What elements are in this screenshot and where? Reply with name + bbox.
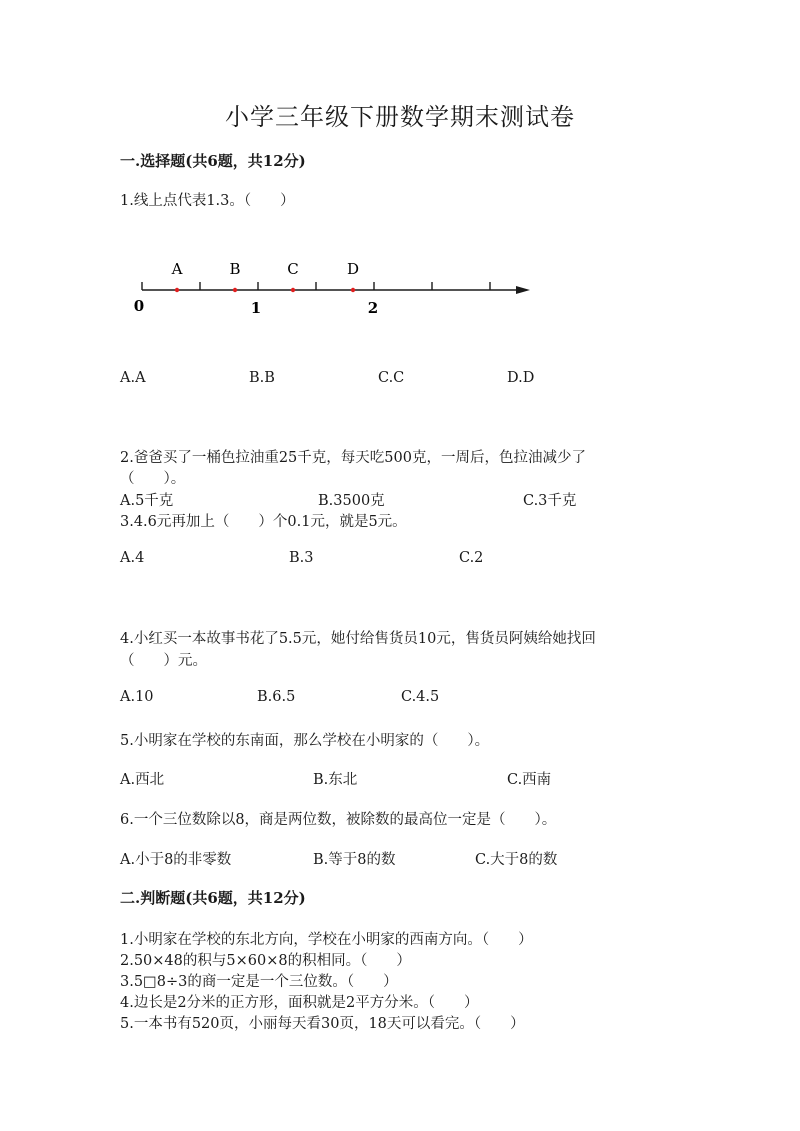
q4-option-c: C.4.5 bbox=[401, 689, 440, 705]
number-line-figure bbox=[130, 255, 540, 325]
q5-option-b: B.东北 bbox=[313, 772, 358, 788]
point-d-dot bbox=[351, 288, 355, 292]
q6-option-c: C.大于8的数 bbox=[475, 852, 558, 868]
q3-option-c: C.2 bbox=[459, 550, 484, 566]
point-b-dot bbox=[233, 288, 237, 292]
point-label-b: B bbox=[229, 260, 241, 278]
judge-item-4: 4.边长是2分米的正方形，面积就是2平方分米。（ ） bbox=[120, 995, 479, 1011]
question-6: 6.一个三位数除以8，商是两位数，被除数的最高位一定是（ ）。 bbox=[120, 812, 557, 828]
q1-option-c: C.C bbox=[378, 370, 405, 386]
q4-option-a: A.10 bbox=[120, 689, 154, 705]
judge-item-2: 2.50×48的积与5×60×8的积相同。（ ） bbox=[120, 953, 411, 969]
q3-option-a: A.4 bbox=[120, 550, 145, 566]
point-a-dot bbox=[175, 288, 179, 292]
question-3: 3.4.6元再加上（ ）个0.1元，就是5元。 bbox=[120, 514, 407, 530]
question-2-line-1: 2.爸爸买了一桶色拉油重25千克，每天吃500克，一周后，色拉油减少了 bbox=[120, 450, 586, 466]
q6-option-a: A.小于8的非零数 bbox=[120, 852, 232, 868]
q2-option-b: B.3500克 bbox=[318, 493, 385, 509]
q2-option-c: C.3千克 bbox=[523, 493, 577, 509]
q1-option-b: B.B bbox=[249, 370, 275, 386]
page-title: 小学三年级下册数学期末测试卷 bbox=[225, 103, 575, 131]
question-4-line-1: 4.小红买一本故事书花了5.5元，她付给售货员10元，售货员阿姨给她找回 bbox=[120, 631, 596, 647]
point-label-c: C bbox=[287, 260, 299, 278]
number-label-1: 1 bbox=[250, 299, 262, 317]
point-label-d: D bbox=[346, 260, 360, 278]
judge-item-5: 5.一本书有520页，小丽每天看30页，18天可以看完。（ ） bbox=[120, 1016, 525, 1032]
section-heading-judge: 二.判断题(共6题，共12分) bbox=[120, 889, 306, 907]
number-label-0: 0 bbox=[133, 297, 145, 315]
number-line-arrowhead bbox=[516, 286, 530, 294]
q5-option-a: A.西北 bbox=[120, 772, 165, 788]
question-1: 1.线上点代表1.3。（ ） bbox=[120, 193, 295, 209]
question-4-line-2: （ ）元。 bbox=[120, 653, 207, 669]
judge-item-1: 1.小明家在学校的东北方向，学校在小明家的西南方向。（ ） bbox=[120, 932, 533, 948]
section-heading-choice: 一.选择题(共6题，共12分) bbox=[120, 152, 306, 170]
q2-option-a: A.5千克 bbox=[120, 493, 174, 509]
q1-option-d: D.D bbox=[507, 370, 535, 386]
q6-option-b: B.等于8的数 bbox=[313, 852, 396, 868]
judge-item-3: 3.5□8÷3的商一定是一个三位数。（ ） bbox=[120, 974, 398, 990]
question-2-line-2: （ ）。 bbox=[120, 471, 186, 487]
q4-option-b: B.6.5 bbox=[257, 689, 296, 705]
question-5: 5.小明家在学校的东南面，那么学校在小明家的（ ）。 bbox=[120, 733, 490, 749]
point-c-dot bbox=[291, 288, 295, 292]
point-label-a: A bbox=[171, 260, 183, 278]
q3-option-b: B.3 bbox=[289, 550, 314, 566]
q5-option-c: C.西南 bbox=[507, 772, 552, 788]
q1-option-a: A.A bbox=[120, 370, 146, 386]
number-label-2: 2 bbox=[367, 299, 379, 317]
